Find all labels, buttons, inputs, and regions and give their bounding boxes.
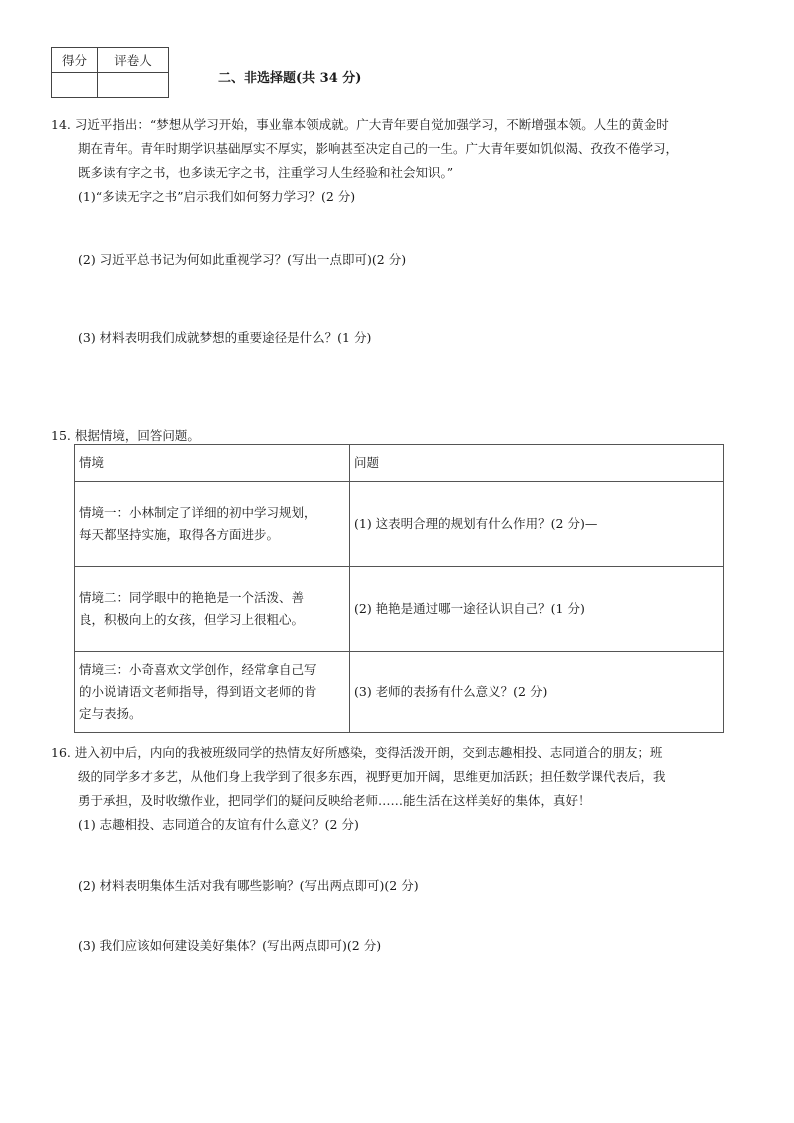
scenario-1-text: [75, 482, 350, 567]
scenario-2-question: (2) 艳艳是通过哪一途径认识自己？(1 分): [350, 567, 724, 652]
table-row: [75, 482, 724, 567]
scenario-3-line-3: 定与表扬。: [79, 706, 142, 721]
q14-stem-line-2: 期在青年。青年时期学识基础厚实不厚实，影响甚至决定自己的一生。广大青年要如饥似渴、孜孜不倦学习，: [78, 141, 679, 156]
scenario-3-text: [75, 652, 350, 733]
score-table: [51, 47, 169, 98]
scenario-header-right: 问题: [350, 445, 724, 482]
score-label: 得分: [52, 48, 98, 73]
scenario-3-line-1: 情境三：小奇喜欢文学创作，经常拿自己写: [79, 662, 317, 677]
q14-sub-2: (2) 习近平总书记为何如此重视学习？(写出一点即可)(2 分): [78, 252, 407, 267]
q16-stem-line-3: 勇于承担，及时收缴作业，把同学们的疑问反映给老师……能生活在这样美好的集体，真好！: [78, 793, 591, 808]
section-title: 二、非选择题(共 34 分): [218, 71, 362, 86]
grader-label: 评卷人: [98, 48, 169, 73]
q16-stem-line-2: 级的同学多才多艺，从他们身上我学到了很多东西，视野更加开阔，思维更加活跃；担任数学课代表后，我: [78, 769, 666, 784]
q15-stem: 15. 根据情境，回答问题。: [51, 428, 200, 443]
q14-stem-line-1: 14. 习近平指出：“梦想从学习开始，事业靠本领成就。广大青年要自觉加强学习，不断增强本领。人生的黄金时: [51, 117, 669, 132]
scenario-header-left: 情境: [75, 445, 350, 482]
scenario-table: [74, 444, 724, 733]
score-cell[interactable]: [52, 73, 98, 98]
scenario-1-line-2: 每天都坚持实施，取得各方面进步。: [79, 527, 280, 542]
grader-cell[interactable]: [98, 73, 169, 98]
q16-sub-1: (1) 志趣相投、志同道合的友谊有什么意义？(2 分): [78, 817, 359, 832]
q14-sub-1: (1)“多读无字之书”启示我们如何努力学习？(2 分): [78, 189, 356, 204]
scenario-1-line-1: 情境一：小林制定了详细的初中学习规划，: [79, 505, 317, 520]
scenario-2-text: [75, 567, 350, 652]
q14-sub-3: (3) 材料表明我们成就梦想的重要途径是什么？(1 分): [78, 330, 372, 345]
scenario-2-line-1: 情境二：同学眼中的艳艳是一个活泼、善: [79, 590, 305, 605]
q14-stem-line-3: 既多读有字之书，也多读无字之书，注重学习人生经验和社会知识。”: [78, 165, 454, 180]
scenario-2-line-2: 良，积极向上的女孩，但学习上很粗心。: [79, 612, 305, 627]
scenario-3-line-2: 的小说请语文老师指导，得到语文老师的肯: [79, 684, 317, 699]
table-row: [75, 652, 724, 733]
scenario-1-question: (1) 这表明合理的规划有什么作用？(2 分)—: [350, 482, 724, 567]
q16-sub-3: (3) 我们应该如何建设美好集体？(写出两点即可)(2 分): [78, 938, 382, 953]
table-row: [75, 567, 724, 652]
q16-sub-2: (2) 材料表明集体生活对我有哪些影响？(写出两点即可)(2 分): [78, 878, 419, 893]
q16-stem-line-1: 16. 进入初中后，内向的我被班级同学的热情友好所感染，变得活泼开朗，交到志趣相投、志同道合的朋友；班: [51, 745, 663, 760]
scenario-3-question: (3) 老师的表扬有什么意义？(2 分): [350, 652, 724, 733]
